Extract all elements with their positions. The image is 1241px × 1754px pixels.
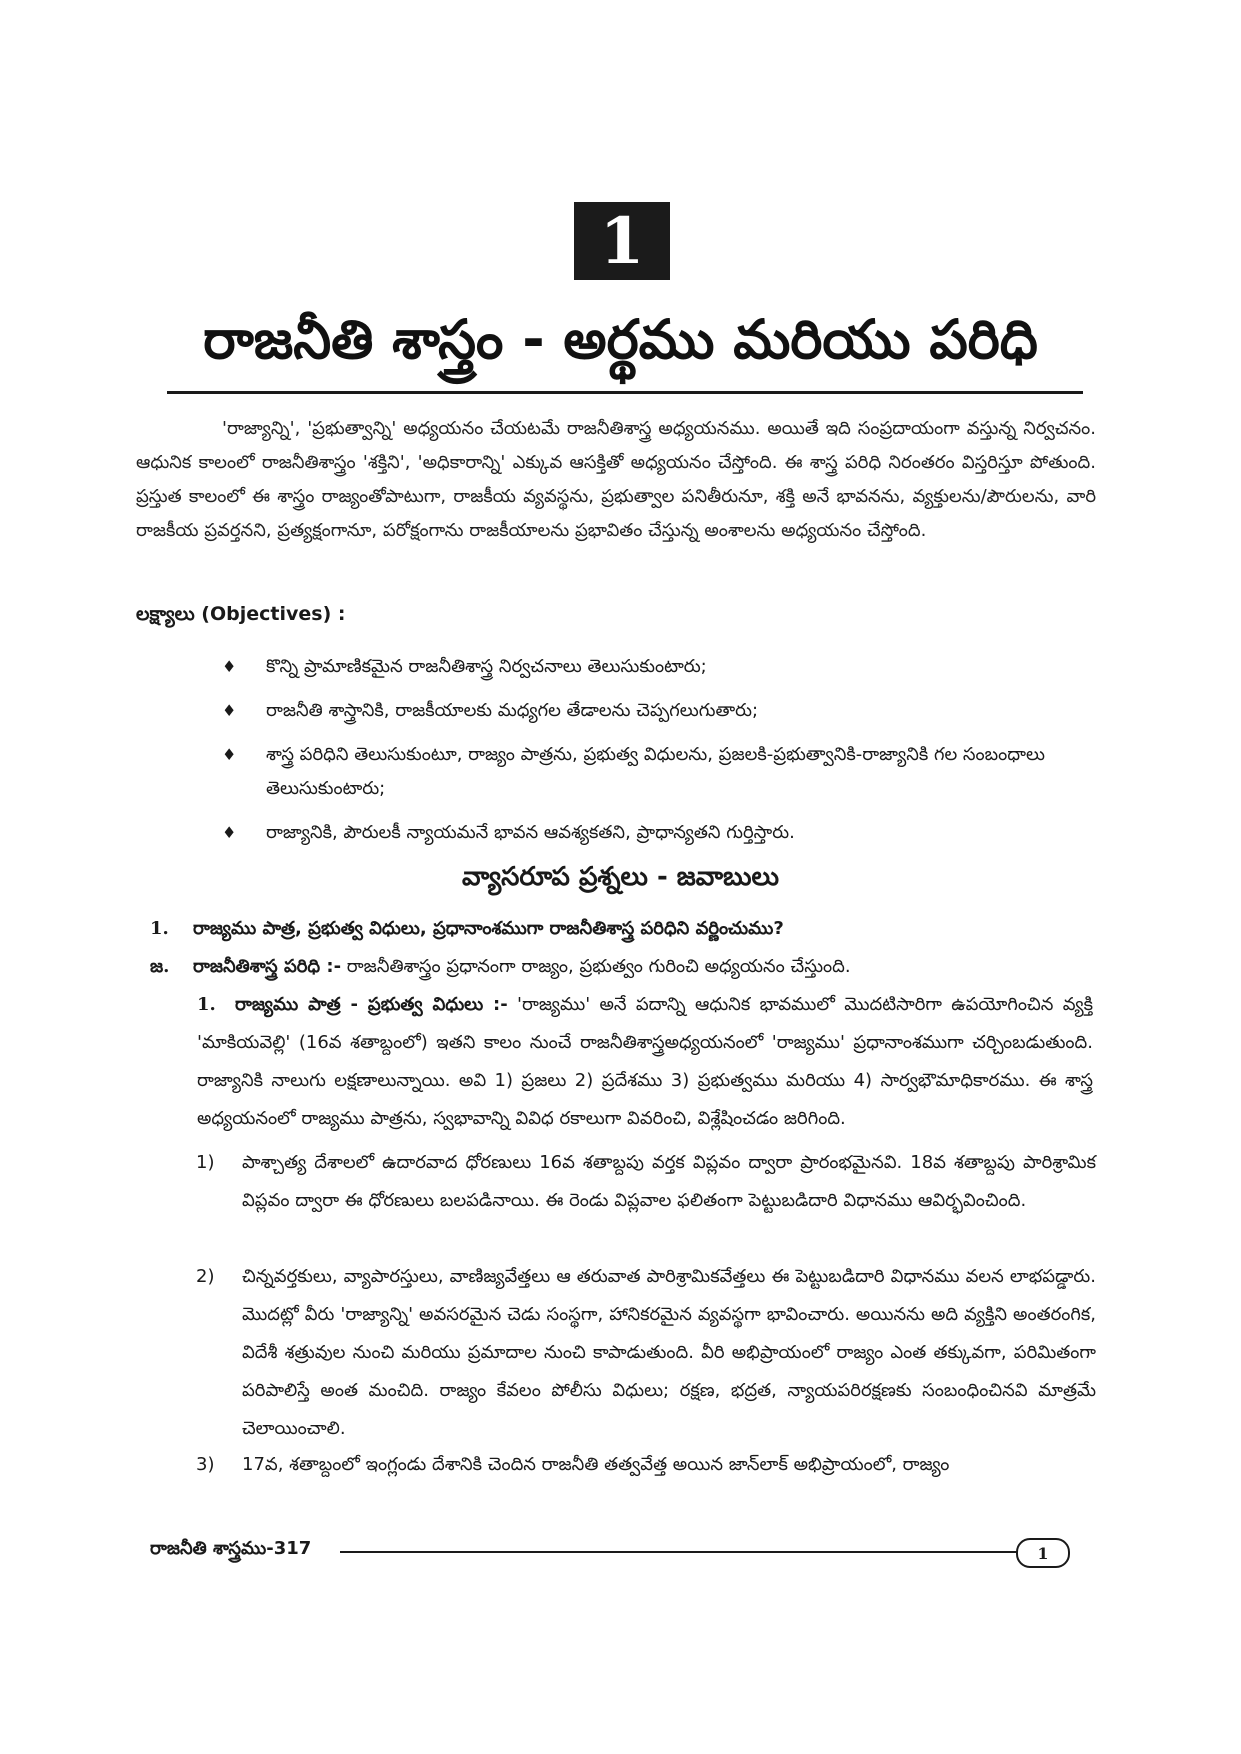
item-text: చిన్నవర్తకులు, వ్యాపారస్తులు, వాణిజ్యవేత్తలు ఆ తరువాత పారిశ్రామికవేత్తలు ఈ పెట్టుబడిదారి విధానము వలన లాభపడ్డారు. మొదట్లో వీరు 'రాజ్యాన్ని' అవసరమైన చెడు సంస్థగా, హానికరమైన వ్యవస్థగా భావించారు. అయినను అది వ్యక్తిని అంతరంగిక, విదేశీ శత్రువుల నుంచి మరియు ప్రమాదాల నుంచి కాపాడుతుంది. వీరి అభిప్రాయంలో రాజ్యం ఎంత తక్కువగా, పరిమితంగా పరిపాలిస్తే అంత మంచిది. రాజ్యం కేవలం పోలీసు విధులు; రక్షణ, భద్రత, న్యాయపరిరక్షణకు సంబంధించినవి మాత్రమే చెలాయించాలి. — [242, 1266, 1096, 1439]
answer-heading: రాజనీతిశాస్త్ర పరిధి :- — [193, 956, 342, 977]
subsection-number: 1. — [197, 994, 216, 1015]
item-text: 17వ, శతాబ్దంలో ఇంగ్లండు దేశానికి చెందిన రాజనీతి తత్వవేత్త అయిన జాన్‌లాక్ అభిప్రాయంలో, రాజ్యం — [242, 1454, 950, 1475]
subsection-body: 'రాజ్యము' అనే పదాన్ని ఆధునిక భావములో మొదటిసారిగా ఉపయోగించిన వ్యక్తి 'మాకియవెల్లి' (16వ శతాబ్దంలో) ఇతని కాలం నుంచే రాజనీతిశాస్త్రఅధ్యయనంలో 'రాజ్యము' ప్రధానాంశముగా చర్చింబడుతుంది. రాజ్యానికి నాలుగు లక్షణాలున్నాయి. అవి 1) ప్రజలు 2) ప్రదేశము 3) ప్రభుత్వము మరియు 4) సార్వభౌమాధికారము. ఈ శాస్త్ర అధ్యయనంలో రాజ్యము పాత్రను, స్వభావాన్ని వివిధ రకాలుగా వివరించి, విశ్లేషించడం జరిగింది. — [197, 994, 1093, 1129]
list-item — [196, 1446, 1096, 1484]
subsection-1 — [197, 986, 1093, 1138]
list-item — [196, 1144, 1096, 1220]
footer-rule — [340, 1551, 1040, 1553]
objectives-list — [222, 650, 1102, 860]
title-underline — [167, 391, 1083, 394]
list-item — [222, 738, 1102, 806]
answer-text — [193, 950, 1093, 984]
diamond-bullet-icon: ♦ — [222, 823, 237, 842]
diamond-bullet-icon: ♦ — [222, 701, 237, 720]
item-number: 2) — [196, 1266, 215, 1287]
question-number: 1. — [150, 918, 169, 939]
footer-book-title: రాజనీతి శాస్త్రము-317 — [150, 1538, 312, 1559]
list-item — [222, 650, 1102, 684]
item-text: పాశ్చాత్య దేశాలలో ఉదారవాద ధోరణులు 16వ శతాబ్దపు వర్తక విప్లవం ద్వారా ప్రారంభమైనవి. 18వ శతాబ్దపు పారిశ్రామిక విప్లవం ద్వారా ఈ ధోరణులు బలపడినాయి. ఈ రెండు విప్లవాల ఫలితంగా పెట్టుబడిదారి విధానము ఆవిర్భవించింది. — [242, 1152, 1096, 1211]
page-number: 1 — [1016, 1538, 1070, 1568]
answer-body: రాజనీతిశాస్త్రం ప్రధానంగా రాజ్యం, ప్రభుత్వం గురించి అధ్యయనం చేస్తుంది. — [341, 956, 851, 977]
answer-marker: జ. — [150, 956, 170, 977]
objective-text: శాస్త్ర పరిధిని తెలుసుకుంటూ, రాజ్యం పాత్రను, ప్రభుత్వ విధులను, ప్రజలకి-ప్రభుత్వానికి-రాజ్యానికి గల సంబంధాలు తెలుసుకుంటారు; — [266, 744, 1046, 799]
item-number: 1) — [196, 1152, 215, 1173]
objective-text: కొన్ని ప్రామాణికమైన రాజనీతిశాస్త్ర నిర్వచనాలు తెలుసుకుంటారు; — [266, 656, 707, 677]
item-number: 3) — [196, 1454, 215, 1475]
objective-text: రాజ్యానికి, పౌరులకీ న్యాయమనే భావన ఆవశ్యకతని, ప్రాధాన్యతని గుర్తిస్తారు. — [266, 822, 795, 843]
objective-text: రాజనీతి శాస్త్రానికి, రాజకీయాలకు మధ్యగల తేడాలను చెప్పగలుగుతారు; — [266, 700, 759, 721]
question-text: రాజ్యము పాత్ర, ప్రభుత్వ విధులు, ప్రధానాంశముగా రాజనీతిశాస్త్ర పరిధిని వర్ణించుము? — [193, 918, 784, 939]
list-item — [196, 1258, 1096, 1448]
list-item — [222, 694, 1102, 728]
intro-paragraph: 'రాజ్యాన్ని', 'ప్రభుత్వాన్ని' అధ్యయనం చేయటమే రాజనీతిశాస్త్ర అధ్యయనము. అయితే ఇది సంప్రదాయంగా వస్తున్న నిర్వచనం. ఆధునిక కాలంలో రాజనీతిశాస్త్రం 'శక్తిని', 'అధికారాన్ని' ఎక్కువ ఆసక్తితో అధ్యయనం చేస్తోంది. ఈ శాస్త్ర పరిధి నిరంతరం విస్తరిస్తూ పోతుంది. ప్రస్తుత కాలంలో ఈ శాస్త్రం రాజ్యంతోపాటుగా, రాజకీయ వ్యవస్థను, ప్రభుత్వాల పనితీరునూ, శక్తి అనే భావనను, వ్యక్తులను/పౌరులను, వారి రాజకీయ ప్రవర్తనని, ప్రత్యక్షంగానూ, పరోక్షంగాను రాజకీయాలను ప్రభావితం చేస్తున్న అంశాలను అధ్యయనం చేస్తోంది. — [136, 418, 1096, 541]
chapter-number: 1 — [599, 203, 645, 279]
diamond-bullet-icon: ♦ — [222, 745, 237, 764]
chapter-title: రాజనీతి శాస్త్రం - అర్థము మరియు పరిధి — [203, 308, 1038, 371]
section-heading: వ్యాసరూప ప్రశ్నలు - జవాబులు — [462, 862, 779, 892]
diamond-bullet-icon: ♦ — [222, 657, 237, 676]
subsection-heading: రాజ్యము పాత్ర - ప్రభుత్వ విధులు :- — [235, 994, 508, 1015]
chapter-number-box — [574, 202, 670, 280]
list-item — [222, 816, 1102, 850]
objectives-heading: లక్ష్యాలు (Objectives) : — [136, 603, 346, 625]
